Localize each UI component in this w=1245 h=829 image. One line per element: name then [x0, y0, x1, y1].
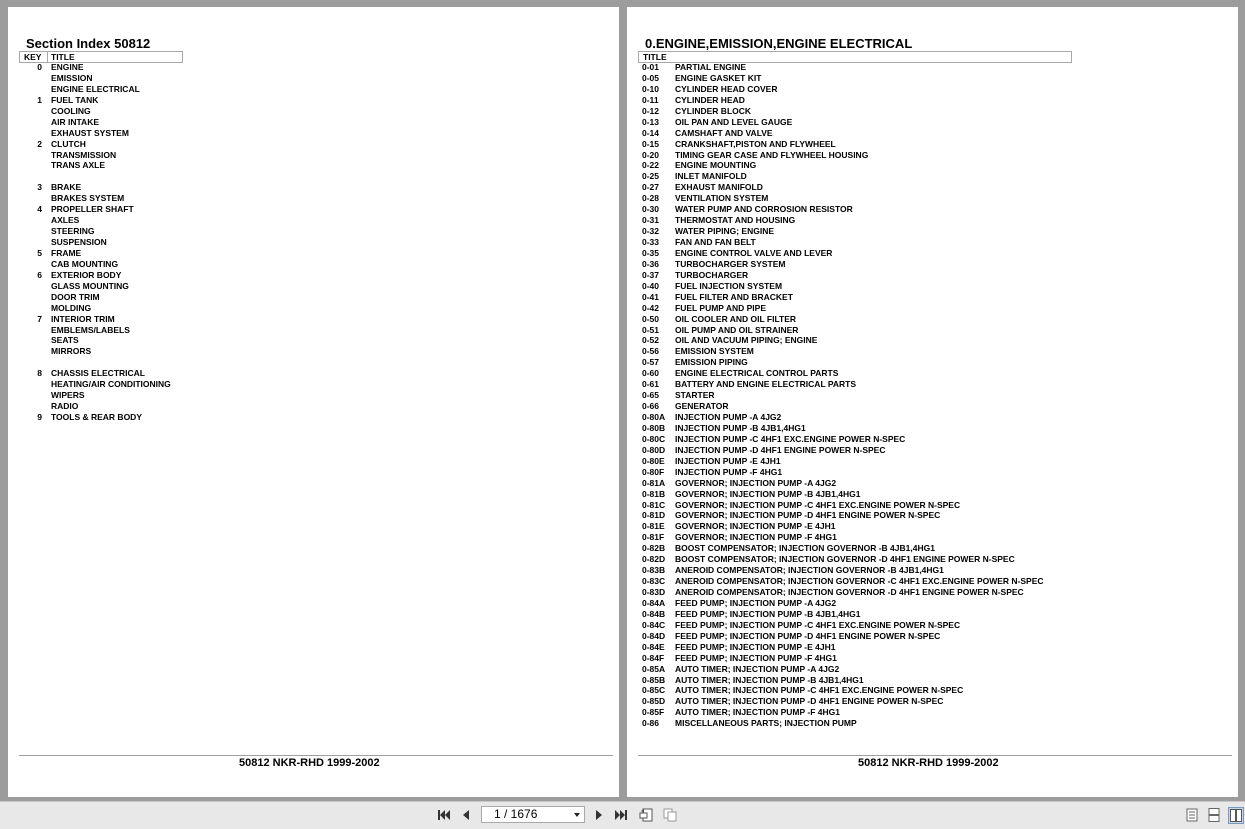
item-title: BATTERY AND ENGINE ELECTRICAL PARTS	[675, 379, 857, 390]
item-title: GOVERNOR; INJECTION PUMP -C 4HF1 EXC.ENGINE POWER N-SPEC	[675, 499, 961, 510]
item-title: AUTO TIMER; INJECTION PUMP -D 4HF1 ENGINE POWER N-SPEC	[675, 696, 944, 707]
item-title: INLET MANIFOLD	[675, 171, 747, 182]
item-title: SEATS	[51, 335, 79, 346]
item-title: AUTO TIMER; INJECTION PUMP -A 4JG2	[675, 663, 840, 674]
item-title: INJECTION PUMP -B 4JB1,4HG1	[675, 422, 806, 433]
item-title: RADIO	[51, 401, 79, 412]
item-key: 0-05	[642, 72, 660, 83]
item-title: VENTILATION SYSTEM	[675, 193, 769, 204]
item-key: 0-84B	[642, 608, 666, 619]
item-title: GOVERNOR; INJECTION PUMP -A 4JG2	[675, 477, 837, 488]
item-key: 4	[37, 204, 42, 215]
item-title: TURBOCHARGER SYSTEM	[675, 258, 786, 269]
item-title: WATER PIPING; ENGINE	[675, 226, 775, 237]
item-title: FEED PUMP; INJECTION PUMP -B 4JB1,4HG1	[675, 608, 861, 619]
item-title: FEED PUMP; INJECTION PUMP -E 4JH1	[675, 641, 836, 652]
item-title: TURBOCHARGER	[675, 269, 749, 280]
item-key: 0-01	[642, 62, 660, 72]
item-key: 0-40	[642, 280, 660, 291]
item-key: 0-83B	[642, 565, 666, 576]
item-title: ENGINE GASKET KIT	[675, 72, 762, 83]
key-column-header: KEY	[24, 52, 42, 62]
item-title: BOOST COMPENSATOR; INJECTION GOVERNOR -B 4JB1,4HG1	[675, 543, 935, 554]
right-page	[627, 7, 1238, 797]
item-title: TIMING GEAR CASE AND FLYWHEEL HOUSING	[675, 149, 869, 160]
rotate-icon[interactable]	[639, 808, 653, 822]
item-title: GENERATOR	[675, 401, 729, 412]
item-key: 0-85D	[642, 696, 666, 707]
item-key: 0-84D	[642, 630, 666, 641]
item-title: FEED PUMP; INJECTION PUMP -D 4HF1 ENGINE POWER N-SPEC	[675, 630, 941, 641]
item-title: ENGINE CONTROL VALVE AND LEVER	[675, 247, 833, 258]
item-key: 0-30	[642, 204, 660, 215]
item-title: GOVERNOR; INJECTION PUMP -E 4JH1	[675, 521, 836, 532]
item-title: DOOR TRIM	[51, 291, 100, 302]
item-key: 0-80F	[642, 466, 665, 477]
last-page-icon[interactable]	[614, 808, 628, 822]
title-column-header: TITLE	[51, 52, 75, 62]
item-title: PROPELLER SHAFT	[51, 204, 134, 215]
item-title: GOVERNOR; INJECTION PUMP -B 4JB1,4HG1	[675, 488, 861, 499]
item-key: 0-84C	[642, 619, 666, 630]
item-title: CAMSHAFT AND VALVE	[675, 127, 773, 138]
item-title: MISCELLANEOUS PARTS; INJECTION PUMP	[675, 718, 857, 729]
continuous-view-icon[interactable]	[1207, 808, 1221, 822]
item-key: 0-37	[642, 269, 660, 280]
item-key: 0-85A	[642, 663, 666, 674]
item-title: ANEROID COMPENSATOR; INJECTION GOVERNOR -C 4HF1 EXC.ENGINE POWER N-SPEC	[675, 576, 1044, 587]
title-column-header: TITLE	[643, 52, 667, 62]
item-key: 0-84A	[642, 597, 666, 608]
item-key: 0-28	[642, 193, 660, 204]
item-title: TRANSMISSION	[51, 149, 117, 160]
item-title: EXTERIOR BODY	[51, 269, 122, 280]
item-title: INTERIOR TRIM	[51, 313, 115, 324]
footer-divider	[19, 755, 613, 756]
item-key: 0-80E	[642, 455, 665, 466]
item-key: 0-22	[642, 160, 660, 171]
item-key: 1	[37, 94, 42, 105]
item-title: ENGINE ELECTRICAL CONTROL PARTS	[675, 368, 839, 379]
item-title: ENGINE MOUNTING	[675, 160, 757, 171]
item-key: 0-15	[642, 138, 660, 149]
item-key: 2	[37, 138, 42, 149]
item-title: AUTO TIMER; INJECTION PUMP -B 4JB1,4HG1	[675, 674, 864, 685]
item-title: CYLINDER HEAD	[675, 94, 745, 105]
item-key: 0-80D	[642, 444, 666, 455]
item-title: ANEROID COMPENSATOR; INJECTION GOVERNOR -D 4HF1 ENGINE POWER N-SPEC	[675, 587, 1024, 597]
item-title: OIL PAN AND LEVEL GAUGE	[675, 116, 793, 127]
page-title: Section Index 50812	[26, 36, 151, 51]
single-page-view-icon[interactable]	[1185, 808, 1199, 822]
table-header	[19, 51, 183, 63]
item-key: 0	[37, 62, 42, 72]
item-key: 0-20	[642, 149, 660, 160]
item-key: 0-50	[642, 313, 660, 324]
item-key: 0-32	[642, 226, 660, 237]
item-key: 0-83C	[642, 576, 666, 587]
item-title: OIL COOLER AND OIL FILTER	[675, 313, 797, 324]
item-key: 0-14	[642, 127, 660, 138]
item-title: EXHAUST SYSTEM	[51, 127, 129, 138]
item-title: ANEROID COMPENSATOR; INJECTION GOVERNOR -B 4JB1,4HG1	[675, 565, 944, 576]
item-title: GOVERNOR; INJECTION PUMP -D 4HF1 ENGINE POWER N-SPEC	[675, 510, 941, 521]
two-page-view-icon[interactable]	[1228, 807, 1244, 824]
item-key: 0-81B	[642, 488, 666, 499]
page-footer: 50812 NKR-RHD 1999-2002	[239, 757, 380, 769]
item-title: AUTO TIMER; INJECTION PUMP -C 4HF1 EXC.ENGINE POWER N-SPEC	[675, 685, 964, 696]
item-key: 0-42	[642, 302, 660, 313]
item-title: FRAME	[51, 247, 82, 258]
item-key: 0-52	[642, 335, 660, 346]
item-title: FEED PUMP; INJECTION PUMP -F 4HG1	[675, 652, 837, 663]
item-title: FUEL TANK	[51, 94, 99, 105]
copy-icon[interactable]	[663, 808, 677, 822]
item-title: STARTER	[675, 390, 715, 401]
item-title: CAB MOUNTING	[51, 258, 119, 269]
item-title: ENGINE	[51, 62, 84, 72]
item-key: 0-81E	[642, 521, 665, 532]
item-title: WATER PUMP AND CORROSION RESISTOR	[675, 204, 853, 215]
item-key: 0-56	[642, 346, 660, 357]
item-key: 0-82B	[642, 543, 666, 554]
item-key: 0-81D	[642, 510, 666, 521]
item-title: AIR INTAKE	[51, 116, 100, 127]
item-title: OIL PUMP AND OIL STRAINER	[675, 324, 799, 335]
page-title: 0.ENGINE,EMISSION,ENGINE ELECTRICAL	[645, 36, 913, 51]
item-key: 0-86	[642, 718, 660, 729]
item-key: 7	[37, 313, 42, 324]
item-title: CRANKSHAFT,PISTON AND FLYWHEEL	[675, 138, 836, 149]
item-title: AXLES	[51, 215, 80, 226]
item-key: 0-66	[642, 401, 660, 412]
item-title: BOOST COMPENSATOR; INJECTION GOVERNOR -D 4HF1 ENGINE POWER N-SPEC	[675, 554, 1015, 565]
item-title: INJECTION PUMP -A 4JG2	[675, 412, 782, 422]
page-number-field[interactable]	[481, 806, 585, 823]
item-title: EMISSION SYSTEM	[675, 346, 754, 357]
item-title: EMBLEMS/LABELS	[51, 324, 130, 335]
item-key: 0-84E	[642, 641, 665, 652]
item-key: 0-81C	[642, 499, 666, 510]
item-title: BRAKE	[51, 182, 82, 193]
item-key: 0-81A	[642, 477, 666, 488]
item-key: 9	[37, 412, 42, 422]
item-key: 0-35	[642, 247, 660, 258]
item-title: EXHAUST MANIFOLD	[675, 182, 763, 193]
item-title: PARTIAL ENGINE	[675, 62, 746, 72]
item-title: FUEL PUMP AND PIPE	[675, 302, 766, 313]
item-key: 5	[37, 247, 42, 258]
next-page-icon[interactable]	[592, 808, 606, 822]
item-key: 0-41	[642, 291, 660, 302]
item-key: 0-65	[642, 390, 660, 401]
item-title: MIRRORS	[51, 346, 92, 357]
item-title: TOOLS & REAR BODY	[51, 412, 142, 422]
item-key: 3	[37, 182, 42, 193]
item-title: EMISSION	[51, 72, 93, 83]
item-title: THERMOSTAT AND HOUSING	[675, 215, 796, 226]
left-page	[8, 7, 619, 797]
item-key: 0-85C	[642, 685, 666, 696]
item-title: CLUTCH	[51, 138, 86, 149]
viewer-toolbar	[0, 801, 1245, 829]
item-title: GOVERNOR; INJECTION PUMP -F 4HG1	[675, 532, 837, 543]
item-key: 0-33	[642, 237, 660, 247]
previous-page-icon[interactable]	[459, 808, 473, 822]
item-title: MOLDING	[51, 302, 92, 313]
item-key: 0-80A	[642, 412, 666, 422]
item-title: AUTO TIMER; INJECTION PUMP -F 4HG1	[675, 707, 840, 718]
item-key: 8	[37, 368, 42, 379]
footer-divider	[638, 755, 1232, 756]
item-key: 0-82D	[642, 554, 666, 565]
chevron-down-icon[interactable]	[574, 813, 580, 817]
item-title: ENGINE ELECTRICAL	[51, 83, 140, 94]
page-indicator: 1 / 1676	[494, 807, 538, 821]
item-title: BRAKES SYSTEM	[51, 193, 125, 204]
item-key: 0-31	[642, 215, 660, 226]
item-key: 0-84F	[642, 652, 665, 663]
item-key: 0-27	[642, 182, 660, 193]
item-key: 6	[37, 269, 42, 280]
item-key: 0-25	[642, 171, 660, 182]
item-title: INJECTION PUMP -F 4HG1	[675, 466, 783, 477]
item-title: CYLINDER HEAD COVER	[675, 83, 778, 94]
item-title: GLASS MOUNTING	[51, 280, 129, 291]
item-title: STEERING	[51, 226, 95, 237]
item-title: EMISSION PIPING	[675, 357, 748, 368]
item-key: 0-81F	[642, 532, 665, 543]
item-title: CHASSIS ELECTRICAL	[51, 368, 145, 379]
item-key: 0-13	[642, 116, 660, 127]
item-key: 0-85F	[642, 707, 665, 718]
item-title: WIPERS	[51, 390, 85, 401]
item-key: 0-61	[642, 379, 660, 390]
item-key: 0-83D	[642, 587, 666, 597]
page-footer: 50812 NKR-RHD 1999-2002	[858, 757, 999, 769]
item-title: CYLINDER BLOCK	[675, 105, 752, 116]
item-title: FAN AND FAN BELT	[675, 237, 756, 247]
item-title: OIL AND VACUUM PIPING; ENGINE	[675, 335, 818, 346]
item-key: 0-57	[642, 357, 660, 368]
item-key: 0-11	[642, 94, 659, 105]
item-key: 0-80B	[642, 422, 666, 433]
item-title: HEATING/AIR CONDITIONING	[51, 379, 171, 390]
item-title: TRANS AXLE	[51, 160, 105, 171]
item-key: 0-36	[642, 258, 660, 269]
item-title: FEED PUMP; INJECTION PUMP -C 4HF1 EXC.ENGINE POWER N-SPEC	[675, 619, 961, 630]
item-key: 0-12	[642, 105, 660, 116]
item-title: FUEL INJECTION SYSTEM	[675, 280, 783, 291]
item-title: INJECTION PUMP -E 4JH1	[675, 455, 781, 466]
item-title: FEED PUMP; INJECTION PUMP -A 4JG2	[675, 597, 837, 608]
item-key: 0-51	[642, 324, 660, 335]
item-key: 0-10	[642, 83, 660, 94]
item-title: FUEL FILTER AND BRACKET	[675, 291, 793, 302]
item-title: INJECTION PUMP -C 4HF1 EXC.ENGINE POWER N-SPEC	[675, 433, 906, 444]
item-title: SUSPENSION	[51, 237, 107, 247]
item-key: 0-80C	[642, 433, 666, 444]
first-page-icon[interactable]	[437, 808, 451, 822]
item-title: INJECTION PUMP -D 4HF1 ENGINE POWER N-SPEC	[675, 444, 886, 455]
item-key: 0-85B	[642, 674, 666, 685]
item-key: 0-60	[642, 368, 660, 379]
item-title: COOLING	[51, 105, 91, 116]
